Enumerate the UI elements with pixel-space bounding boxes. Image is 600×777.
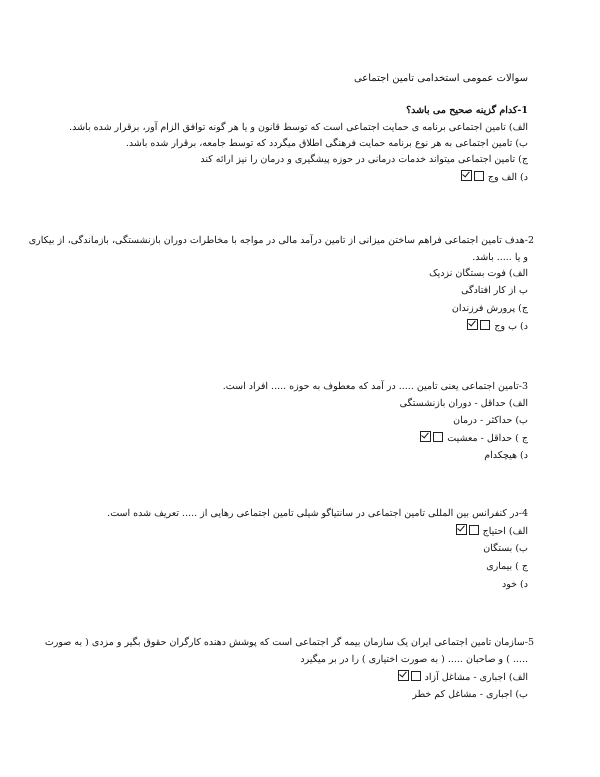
q1-option-dal: [460, 170, 528, 184]
q2-option-jim: ج) پرورش فرزندان: [451, 303, 528, 314]
empty-box-icon: [474, 171, 484, 181]
q3-option-alef: الف) حداقل - دوران بازنشستگی: [399, 398, 528, 409]
q2-option-dal-label: د) ب وج: [494, 321, 528, 332]
question-1-text: 1-کدام گزینه صحیح می باشد؟: [406, 105, 528, 116]
q3-option-be: ب) حداکثر - درمان: [453, 415, 528, 426]
q3-option-jim: [419, 431, 528, 445]
q2-option-be: ب از کار افتادگی: [461, 285, 528, 296]
q4-option-be: ب) بستگان: [483, 543, 528, 554]
checkmark-box-icon: [398, 670, 409, 681]
q5-option-be: ب) اجباری - مشاغل کم خطر: [412, 689, 528, 700]
question-2-text-line1: 2-هدف تامین اجتماعی فراهم ساختن میزانی از تامین درآمد مالی در مواجه با مخاطرات دوران بازنشستگی، بازماندگی، از بیکاری: [28, 235, 534, 246]
empty-box-icon: [469, 525, 479, 535]
q5-option-alef: [397, 670, 528, 684]
q1-option-jim: ج) تامین اجتماعی میتواند خدمات درمانی در حوزه پیشگیری و درمان را نیز ارائه کند: [200, 154, 528, 165]
q1-option-dal-label: د) الف وج: [487, 172, 528, 183]
question-5-text-line2: ..... ) و صاحبان ..... ( به صورت اختیاری ) را در بر میگیرد: [300, 654, 528, 665]
checkmark-box-icon: [420, 431, 431, 442]
q5-option-alef-label: الف) اجباری - مشاغل آزاد: [424, 672, 528, 683]
q2-option-alef: الف) فوت بستگان نزدیک: [429, 268, 528, 279]
question-4-text: 4-در کنفرانس بین المللی تامین اجتماعی در سانتیاگو شیلی تامین اجتماعی رهایی از ..... تعریف شده است.: [107, 508, 528, 519]
q1-option-alef: الف) تامین اجتماعی برنامه ی حمایت اجتماعی است که توسط قانون و یا هر گونه توافق الزام آور، برقرار شده باشد.: [69, 122, 528, 133]
question-3-text: 3-تامین اجتماعی یعنی تامین ..... در آمد که معطوف به حوزه ..... افراد است.: [222, 381, 528, 392]
q3-option-dal: د) هیچکدام: [484, 450, 528, 461]
empty-box-icon: [480, 320, 490, 330]
q4-option-alef-label: الف) احتیاج: [482, 526, 528, 537]
question-2-text-line2: و یا ..... باشد.: [472, 252, 528, 263]
checkmark-box-icon: [461, 170, 472, 181]
q4-option-alef: [455, 524, 528, 538]
checkmark-box-icon: [456, 524, 467, 535]
checkmark-box-icon: [467, 319, 478, 330]
q4-option-dal: د) خود: [502, 579, 528, 590]
q3-option-jim-label: ج ) حداقل - معشیت: [447, 433, 528, 444]
q1-option-be: ب) تامین اجتماعی به هر نوع برنامه حمایت فرهنگی اطلاق میگردد که توسط جامعه، برقرار شده باشد.: [125, 138, 528, 149]
q2-option-dal: [466, 319, 528, 333]
question-5-text-line1: 5-سازمان تامین اجتماعی ایران یک سازمان بیمه گر اجتماعی است که پوشش دهنده کارگران حقوق بگیر و مزدی ( به صورت: [44, 637, 534, 648]
q4-option-jim: ج ) بیماری: [486, 561, 528, 572]
empty-box-icon: [411, 671, 421, 681]
document-title: سوالات عمومی استخدامی تامین اجتماعی: [353, 73, 528, 84]
empty-box-icon: [433, 432, 443, 442]
